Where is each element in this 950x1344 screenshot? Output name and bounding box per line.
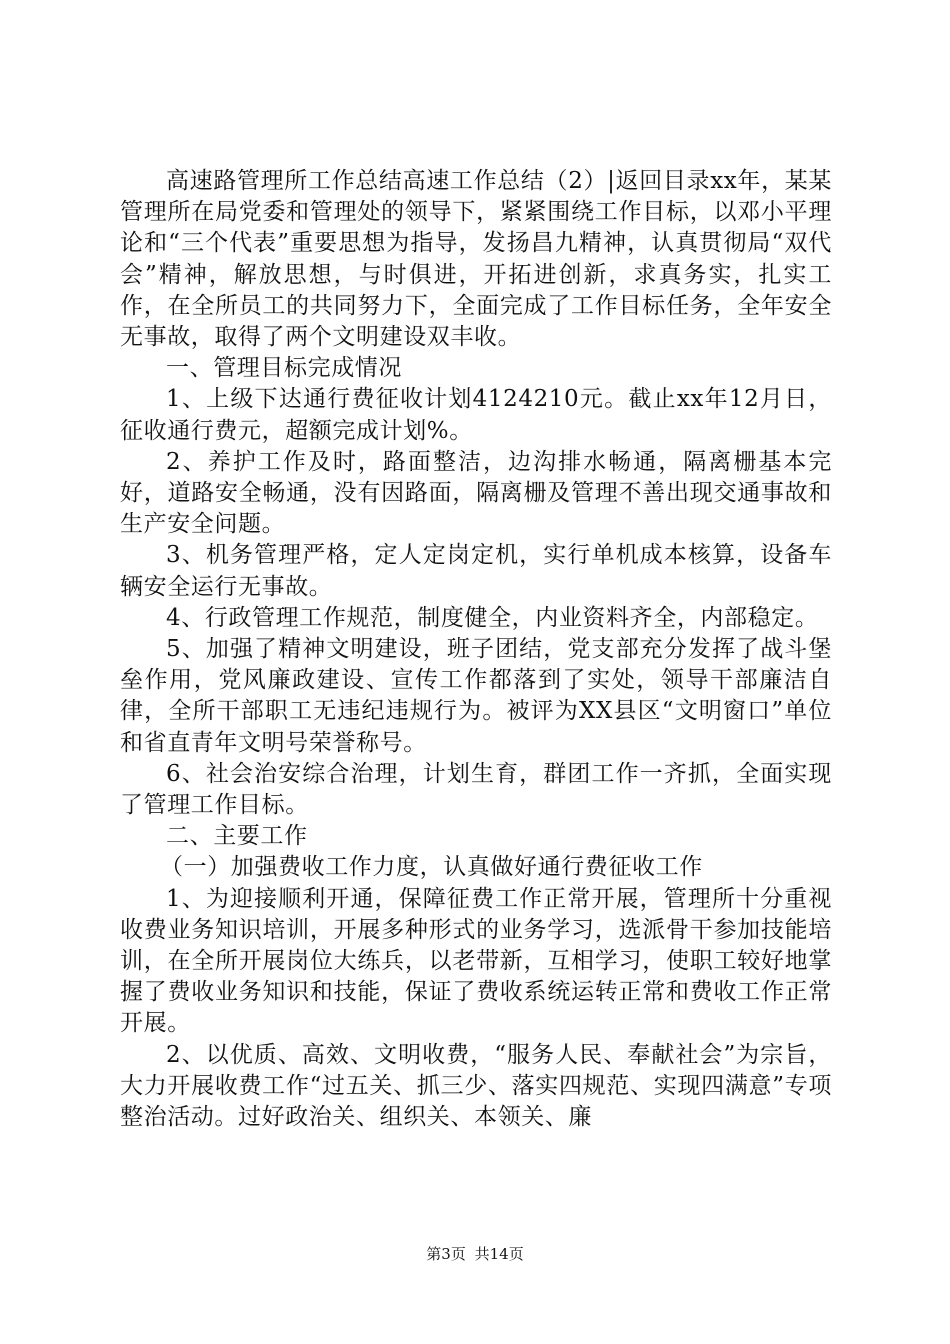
paragraph-work-2: 2、以优质、高效、文明收费，“服务人民、奉献社会”为宗旨，大力开展收费工作“过五关、抓三少、落实四规范、实现四满意”专项整治活动。过好政治关、组织关、本领关、廉 <box>120 1041 832 1131</box>
paragraph-item-6: 6、社会治安综合治理，计划生育，群团工作一齐抓，全面实现了管理工作目标。 <box>120 760 832 819</box>
paragraph-item-5: 5、加强了精神文明建设，班子团结，党支部充分发挥了战斗堡垒作用，党风廉政建设、宣传工作都落到了实处，领导干部廉洁自律，全所干部职工无违纪违规行为。被评为XX县区“文明窗口”单位和省直青年文明号荣誉称号。 <box>120 636 832 756</box>
document-body <box>120 166 832 1133</box>
paragraph-item-1: 1、上级下达通行费征收计划4124210元。截止xx年12月日，征收通行费元，超额完成计划%。 <box>120 386 832 444</box>
paragraph-work-1: 1、为迎接顺利开通，保障征费工作正常开展，管理所十分重视收费业务知识培训，开展多种形式的业务学习，选派骨干参加技能培训，在全所开展岗位大练兵，以老带新，互相学习，使职工较好地掌握了费收业务知识和技能，保证了费收系统运转正常和费收工作正常开展。 <box>120 885 832 1037</box>
subsection-heading-fees: （一）加强费收工作力度，认真做好通行费征收工作 <box>160 854 703 881</box>
paragraph-intro: 高速路管理所工作总结高速工作总结（2）|返回目录xx年，某某管理所在局党委和管理处的领导下，紧紧围绕工作目标，以邓小平理论和“三个代表”重要思想为指导，发扬昌九精神，认真贯彻局“双代会”精神，解放思想，与时俱进，开拓进创新，求真务实，扎实工作，在全所员工的共同努力下，全面完成了工作目标任务，全年安全无事故，取得了两个文明建设双丰收。 <box>120 168 832 351</box>
paragraph-item-4: 4、行政管理工作规范，制度健全，内业资料齐全，内部稳定。 <box>166 604 819 631</box>
section-heading-goals: 一、管理目标完成情况 <box>166 355 402 382</box>
page-number: 第3页 <box>426 1245 466 1263</box>
page-total: 共14页 <box>474 1245 524 1263</box>
page-footer <box>0 1244 950 1264</box>
paragraph-item-2: 2、养护工作及时，路面整洁，边沟排水畅通，隔离栅基本完好，道路安全畅通，没有因路面，隔离栅及管理不善出现交通事故和生产安全问题。 <box>120 448 832 538</box>
section-heading-main-work: 二、主要工作 <box>166 823 308 850</box>
paragraph-item-3: 3、机务管理严格，定人定岗定机，实行单机成本核算，设备车辆安全运行无事故。 <box>120 542 832 600</box>
